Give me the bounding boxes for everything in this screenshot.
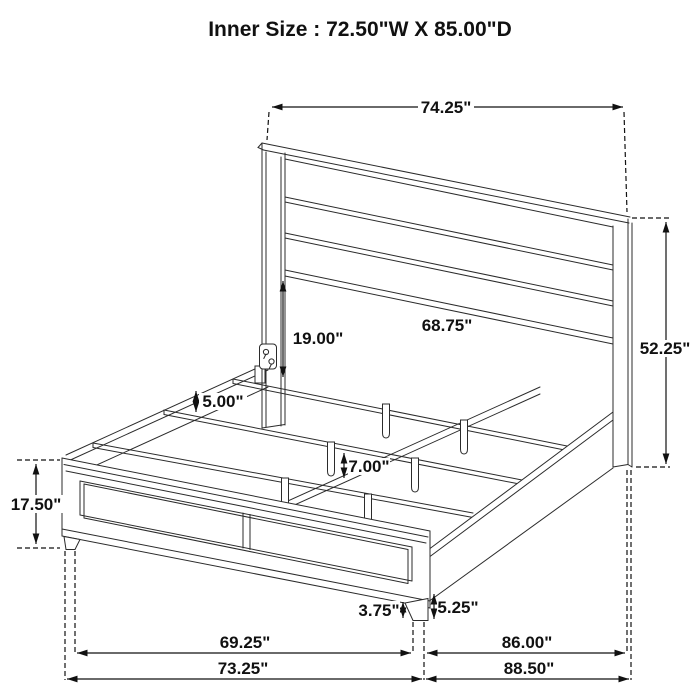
dimension-lines <box>17 107 670 680</box>
page-title: Inner Size : 72.50"W X 85.00"D <box>208 18 512 41</box>
dim-label-side-rail-depth: 86.00" <box>501 633 553 652</box>
dim-label-headboard-leg-clearance: 19.00" <box>292 329 344 348</box>
slat-1 <box>233 379 572 452</box>
right-side-rail <box>428 412 613 602</box>
dim-label-footboard-overall-width: 73.25" <box>217 659 269 678</box>
dim-label-footboard-foot-height: 3.75" <box>358 601 400 620</box>
dim-label-footboard-inner-width: 69.25" <box>219 633 271 652</box>
headboard <box>258 143 632 467</box>
footboard <box>62 458 430 621</box>
dim-label-overall-depth: 88.50" <box>503 659 555 678</box>
dim-label-headboard-width: 74.25" <box>420 98 472 117</box>
slat-2 <box>164 410 527 486</box>
dim-label-footboard-floor-clearance: 5.25" <box>437 598 479 617</box>
dim-label-footboard-height: 17.50" <box>10 495 62 514</box>
headboard-right-leg <box>613 219 632 467</box>
headboard-bracket <box>260 344 277 369</box>
dim-label-slat-support-leg-height: 7.00" <box>348 457 390 476</box>
dim-label-headboard-panel-width: 68.75" <box>421 316 473 335</box>
dim-label-headboard-height: 52.25" <box>639 339 691 358</box>
dim-label-side-rail-height: 5.00" <box>202 392 244 411</box>
